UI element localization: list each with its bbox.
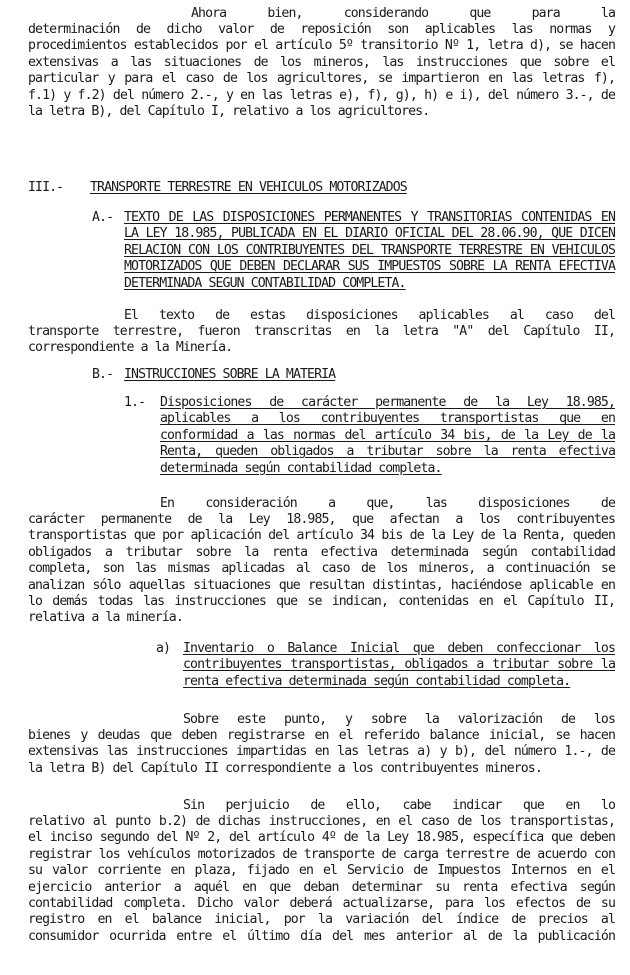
paragraph-4-body: bienes y deudas que deben registrarse en el referido balance inicial, se hacen extensivas las instrucciones impartidas en las letras a) y b), del número 1.-, de la letra B) del Capítulo II correspondiente a los contribuyentes mineros. [28, 728, 615, 776]
item-a-text: Inventario o Balance Inicial que deben confeccionar los contribuyentes transportistas, obligados a tributar sobre la renta efectiva determinada según contabilidad completa. [183, 641, 615, 689]
section-3-title: TRANSPORTE TERRESTRE EN VEHICULOS MOTORIZADOS [90, 180, 407, 195]
section-a-label: A.- [92, 210, 114, 225]
paragraph-5-body: relativo al punto b.2) de dichas instrucciones, en el caso de los transportistas, el inciso segundo del Nº 2, del artículo 4º de la Ley 18.985, específica que deben registrar los vehículos motorizados de transporte de carga terrestre de acuerdo con su valor corriente en plaza, fijado en el Servicio de Impuestos Internos en el ejercicio anterior a aquél en que deban determinar su renta efectiva según contabilidad completa. Dicho valor deberá actualizarse, para los efectos de su registro en el balance inicial, por la variación del índice de precios al consumidor ocurrida entre el último día del mes anterior al de la publicación [28, 814, 615, 944]
section-3-number: III.- [28, 180, 64, 195]
item-1-label: 1.- [124, 395, 146, 410]
paragraph-1-first-line: Ahora bien, considerando que para la [191, 6, 615, 21]
section-b-label: B.- [92, 367, 114, 382]
paragraph-4-first-line: Sobre este punto, y sobre la valorización de los [183, 712, 615, 727]
section-b-title: INSTRUCCIONES SOBRE LA MATERIA [124, 367, 336, 382]
item-1-text: Disposiciones de carácter permanente de la Ley 18.985, aplicables a los contribuyentes transportistas que en conformidad a las normas del artículo 34 bis, de la Ley de la Renta, queden obligados a tributar sobre la renta efectiva determinada según contabilidad completa. [160, 395, 615, 476]
paragraph-2-body: transporte terrestre, fueron transcritas en la letra "A" del Capítulo II, correspondiente a la Minería. [28, 324, 615, 356]
paragraph-1-body: determinación de dicho valor de reposición son aplicables las normas y procedimientos establecidos por el artículo 5º transitorio Nº 1, letra d), se hacen extensivas a las situaciones de los mineros, las instrucciones que sobre el particular y para el caso de los agricultores, se impartieron en las letras f), f.1) y f.2) del número 2.-, y en las letras e), f), g), h) e i), del número 3.-, de la letra B), del Capítulo I, relativo a los agricultores. [28, 22, 615, 120]
paragraph-5-first-line: Sin perjuicio de ello, cabe indicar que en lo [183, 798, 615, 813]
item-a-label: a) [156, 641, 171, 656]
paragraph-3-first-line: En consideración a que, las disposiciones de [160, 496, 615, 511]
paragraph-3-body: carácter permanente de la Ley 18.985, que afectan a los contribuyentes transportistas que por aplicación del artículo 34 bis de la Ley de la Renta, queden obligados a tributar sobre la renta efectiva determinada según contabilidad completa, son las mismas aplicadas al caso de los mineros, a continuación se analizan sólo aquellas situaciones que resultan distintas, haciéndose aplicable en lo demás todas las instrucciones que se indican, contenidas en el Capítulo II, relativa a la minería. [28, 512, 615, 626]
section-a-text: TEXTO DE LAS DISPOSICIONES PERMANENTES Y TRANSITORIAS CONTENIDAS EN LA LEY 18.985, PUBLICADA EN EL DIARIO OFICIAL DEL 28.06.90, QUE DICEN RELACION CON LOS CONTRIBUYENTES DEL TRANSPORTE TERRESTRE EN VEHICULOS MOTORIZADOS QUE DEBEN DECLARAR SUS IMPUESTOS SOBRE LA RENTA EFECTIVA DETERMINADA SEGUN CONTABILIDAD COMPLETA. [124, 210, 615, 291]
paragraph-2-first-line: El texto de estas disposiciones aplicables al caso del [124, 308, 615, 323]
